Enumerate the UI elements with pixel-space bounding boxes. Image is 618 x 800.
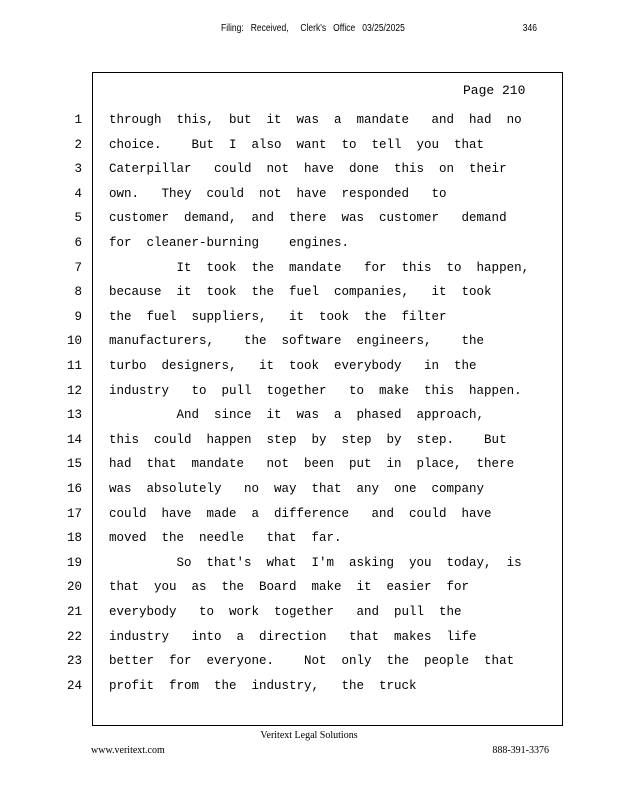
line-number: 5: [74, 211, 82, 226]
line-number: 17: [66, 506, 82, 521]
line-number: 3: [74, 162, 82, 177]
line-number: 1: [74, 113, 82, 127]
line-number: 8: [74, 285, 82, 300]
page-label: Page 210: [463, 83, 526, 98]
line-number: 9: [74, 309, 82, 324]
footer-company: Veritext Legal Solutions: [260, 730, 358, 741]
line-number: 12: [66, 383, 82, 398]
line-text: everybody to work together and pull the: [109, 605, 462, 619]
footer-phone: 888-391-3376: [492, 745, 549, 756]
line-text: So that's what I'm asking you today, is: [109, 555, 522, 570]
line-text: better for everyone. Not only the people that: [109, 654, 515, 669]
line-text: Caterpillar could not have done this on their: [109, 162, 507, 177]
line-number: 18: [66, 531, 82, 546]
line-number: 20: [66, 580, 82, 595]
line-text: turbo designers, it took everybody in the: [109, 359, 477, 373]
line-number: 23: [66, 654, 82, 669]
line-number: 11: [66, 359, 82, 373]
line-text: moved the needle that far.: [109, 531, 342, 546]
line-number: 14: [66, 432, 82, 447]
line-text: own. They could not have responded to: [109, 186, 447, 201]
line-number: 22: [66, 629, 82, 644]
line-text: And since it was a phased approach,: [109, 408, 485, 423]
line-number: 7: [74, 260, 82, 275]
page-header: [0, 23, 537, 39]
line-text: for cleaner-burning engines.: [109, 236, 350, 250]
line-text: had that mandate not been put in place, there: [109, 457, 515, 472]
line-text: manufacturers, the software engineers, the: [109, 334, 485, 349]
line-number: 6: [74, 236, 82, 250]
line-text: that you as the Board make it easier for: [109, 580, 470, 595]
line-text: industry into a direction that makes life: [109, 629, 477, 644]
line-text: because it took the fuel companies, it took: [109, 285, 492, 300]
line-text: this could happen step by step by step. But: [109, 432, 507, 447]
line-number: 21: [66, 605, 82, 619]
line-text: the fuel suppliers, it took the filter: [109, 309, 447, 324]
line-text: choice. But I also want to tell you that: [109, 137, 485, 152]
line-number: 15: [66, 457, 82, 472]
line-number: 4: [74, 186, 82, 201]
line-number: 19: [66, 555, 82, 570]
line-number: 2: [74, 137, 82, 152]
line-text: could have made a difference and could have: [109, 506, 492, 521]
line-number: 13: [66, 408, 82, 423]
line-text: industry to pull together to make this happen.: [109, 383, 522, 398]
line-text: customer demand, and there was customer demand: [109, 211, 507, 226]
line-number: 16: [66, 482, 82, 496]
line-number: 24: [66, 678, 82, 693]
filing-stamp: Filing: Received, Clerk's Office 03/25/2025: [221, 23, 405, 34]
sheet-number: 346: [522, 23, 537, 34]
line-text: through this, but it was a mandate and had no: [109, 113, 522, 127]
line-text: was absolutely no way that any one company: [109, 482, 485, 496]
line-number: 10: [66, 334, 82, 349]
line-text: It took the mandate for this to happen,: [109, 260, 530, 275]
footer-website: www.veritext.com: [91, 745, 165, 756]
line-text: profit from the industry, the truck: [109, 678, 417, 693]
